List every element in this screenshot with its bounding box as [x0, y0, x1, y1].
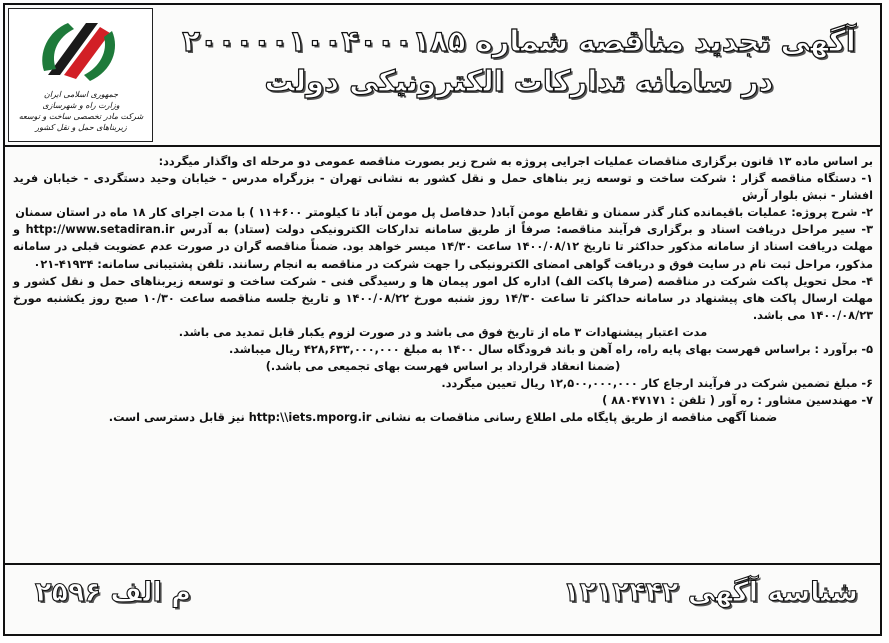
item-6: ۶- مبلغ تضمین شرکت در فرآیند ارجاع کار ۱۲,۵۰۰,۰۰۰,۰۰۰ ریال تعیین میگردد. [441, 377, 873, 391]
ad-code: م الف ۲۵۹۶ [35, 577, 192, 608]
item-2: ۲- شرح پروژه: عملیات باقیمانده کنار گذر سمنان و تقاطع مومن آباد( حدفاصل پل مومن آباد تا کیلومتر ۶۰۰+۱۱ ) با مدت اجرای کار ۱۸ ماه در استان سمنان [15, 206, 873, 220]
item-3-part-b: و مهلت دریافت اسناد از سامانه مذکور حداکثر تا تاریخ ۱۴۰۰/۰۸/۱۲ ساعت ۱۴/۳۰ میسر خواهد بود. ضمناً مناقصه گران در صورت عدم عضویت قبلی در سامانه مذکور، مراحل ثبت نام در سایت فوق و دریافت گواهی امضای الکترونیکی را جهت شرکت در مناقصه به انجام رسانند. تلفن پشتیبانی سامانه: ۴۱۹۳۴-۰۲۱ [13, 223, 873, 271]
item-5: ۵- برآورد : براساس فهرست بهای پایه راه، راه آهن و باند فرودگاه سال ۱۴۰۰ به مبلغ ۴۲۸,۶۳۳,۰۰۰,۰۰۰ ریال میباشد. [228, 343, 873, 357]
announcement-body [13, 153, 873, 551]
item-7: ۷- مهندسین مشاور : ره آور ( تلفن : ۸۸۰۴۷۱۷۱ ) [602, 394, 873, 408]
header [5, 5, 880, 147]
item-4: ۴- محل تحویل پاکت شرکت در مناقصه (صرفا پاکت الف) اداره کل امور پیمان ها و رسیدگی فنی - شرکت ساخت و توسعه زیربناهای حمل و نقل کشور و مهلت ارسال پاکت های پیشنهاد در سامانه حداکثر تا ساعت ۱۴/۳۰ روز شنبه مورخ ۱۴۰۰/۰۸/۲۲ و تاریخ جلسه مناقصه ساعت ۱۰/۳۰ صبح روز یکشنبه مورخ ۱۴۰۰/۰۸/۲۳ می باشد. [13, 274, 873, 322]
organization-logo-icon [34, 13, 124, 89]
title-line-1: آگهی تجدید مناقصه شماره ۲۰۰۰۰۰۱۰۰۴۰۰۰۱۸۵ [182, 24, 856, 58]
item-5-note: (ضمنا انعقاد قرارداد بر اساس فهرست بهای تجمیعی می باشد.) [265, 360, 621, 374]
logo-line-country: جمهوری اسلامی ایران [43, 90, 119, 99]
logo-box [8, 8, 153, 142]
title-box [163, 11, 875, 139]
intro-paragraph: بر اساس ماده ۱۳ قانون برگزاری مناقصات عملیات اجرایی پروژه به شرح زیر بصورت مناقصه عمومی دو مرحله ای واگذار میگردد: [158, 155, 873, 168]
logo-line-ministry: وزارت راه و شهرسازی [42, 101, 120, 110]
title-line-2: در سامانه تدارکات الکترونیکی دولت [264, 64, 774, 98]
advertisement-frame [3, 3, 882, 636]
logo-caption [13, 89, 149, 133]
validity-paragraph: مدت اعتبار پیشنهادات ۳ ماه از تاریخ فوق می باشد و در صورت لزوم یکبار قابل تمدید می باشد. [178, 325, 708, 339]
ad-id: شناسه آگهی ۱۲۱۲۴۴۲ [563, 577, 858, 608]
item-1: ۱- دستگاه مناقصه گزار : شرکت ساخت و توسعه زیر بناهای حمل و نقل کشور به نشانی تهران - بزرگراه مدرس - خیابان وحید دستگردی - خیابان فرید افشار - نبش بلوار آرش [13, 172, 873, 203]
item-3-part-a: ۳- سیر مراحل دریافت اسناد و برگزاری فرآیند مناقصه: صرفاً از طریق سامانه تدارکات الکترونیکی دولت (ستاد) به آدرس [180, 223, 873, 237]
closing-paragraph [13, 409, 873, 426]
logo-line-company: شرکت مادر تخصصی ساخت و توسعه زیربناهای حمل و نقل کشور [18, 112, 144, 132]
item-3 [13, 221, 873, 272]
footer [5, 565, 880, 634]
setadiran-link[interactable]: http://www.setadiran.ir [25, 223, 175, 237]
closing-part-a: ضمنا آگهی مناقصه از طریق پایگاه ملی اطلاع رسانی مناقصات به نشانی [375, 411, 778, 425]
closing-part-b: نیز قابل دسترسی است. [108, 411, 245, 425]
iets-link[interactable]: http:\\iets.mporg.ir [248, 411, 372, 425]
